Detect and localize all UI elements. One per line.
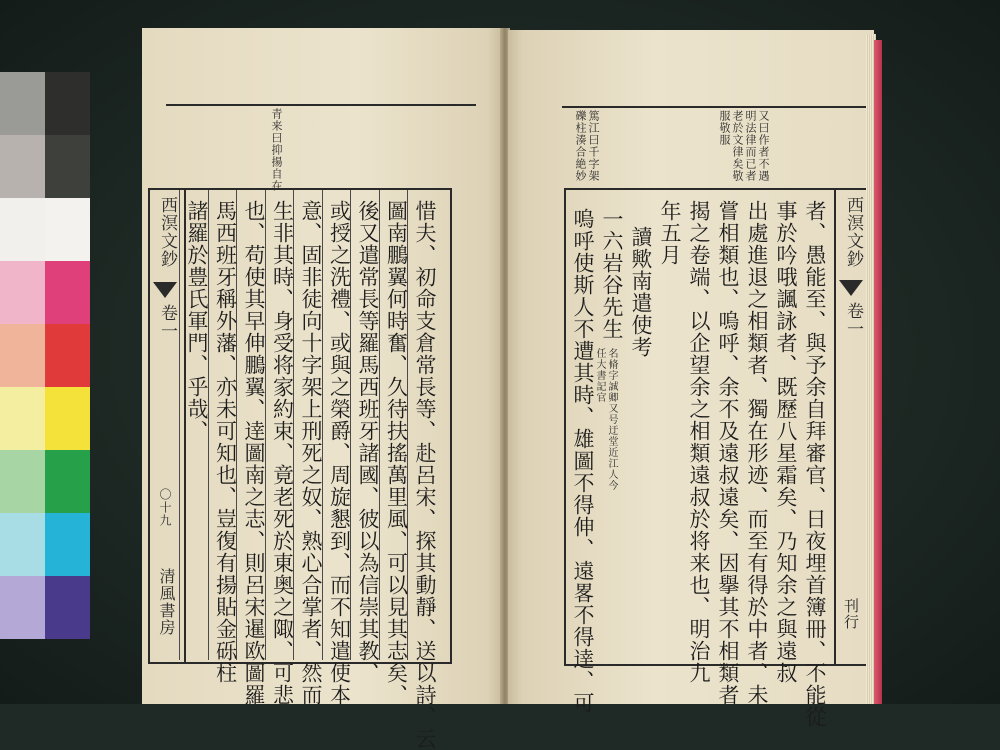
author-note: 名脩字誠卿又号迂堂近江人今任大書記官 (594, 348, 617, 491)
color-swatch (0, 513, 45, 576)
header-note-1: 又曰作者不遇明法律而已者老於文律矣敬服敬服 (718, 110, 770, 182)
header-note: 青来曰抑揚自在 (270, 108, 283, 192)
header-top-rule (166, 104, 476, 106)
spine-title: 西溟文鈔 (157, 196, 177, 268)
color-swatch (0, 450, 45, 513)
text-column: 生非其時、身受将家約束、竟老死於東奥之陬、可悲 (270, 200, 295, 706)
text-column: 揭之卷端、以企望余之相類遠叔於将来也、明治九 (687, 200, 711, 684)
text-column: 事於吟哦諷詠者、既歷八星霜矣、乃知余之與遠叔 (774, 200, 798, 684)
text-column: 年五月 (658, 200, 682, 266)
section-title: 讀歟南遣使考 (629, 226, 653, 358)
color-swatch (45, 324, 90, 387)
spine-volume: 卷一 (157, 304, 177, 340)
color-swatch (45, 261, 90, 324)
color-swatch (45, 450, 90, 513)
color-swatch (0, 135, 45, 198)
header-top-rule-right (562, 106, 868, 108)
color-swatch (45, 576, 90, 639)
right-page (508, 30, 874, 728)
page-number: 〇十九 (158, 488, 172, 527)
text-column: 者、愚能至、與予余自拜審官、日夜埋首簿冊、不能從 (803, 200, 827, 728)
color-swatch (0, 261, 45, 324)
text-column: 嗚呼使斯人不遭其時、雄圖不得伸、遠畧不得逹、可 (571, 208, 595, 714)
color-swatch (0, 387, 45, 450)
color-swatch (0, 72, 45, 135)
text-column: 惜夫、初命支倉常長等、赴呂宋、探其動靜、送以詩、云 (413, 200, 437, 750)
header-note-2: 篤江曰千字架礫柱湊合絶妙 (574, 110, 600, 182)
color-calibration-strip (0, 72, 90, 704)
text-column: 也、苟使其早伸鵬翼、逹圖南之志、則呂宋暹欧圖羅 (242, 200, 266, 706)
text-column: 後又遣常長等羅馬西班牙諸國、彼以為信崇其教、 (356, 200, 380, 684)
column-rule (179, 190, 180, 660)
right-fish-tail-mark (839, 280, 863, 296)
edge-label: 刊行 (842, 598, 860, 630)
text-column: 意、固非徒向十字架上刑死之奴、熟心合掌者、然而 (299, 200, 323, 706)
right-spine-volume: 卷一 (843, 302, 863, 338)
text-column: 馬西班牙稱外藩、亦未可知也、豈復有揚貼金砾柱 (213, 200, 238, 684)
color-swatch (45, 387, 90, 450)
text-column: 諸羅於豊氏軍門、乎哉、 (185, 200, 209, 442)
author-name: 一六岩谷先生 (600, 208, 624, 340)
right-spine-title: 西溟文鈔 (843, 196, 863, 268)
text-column: 或授之洗禮、或與之榮爵、周旋懇到、而不知遣使本 (327, 200, 352, 706)
color-swatch (0, 324, 45, 387)
color-swatch (0, 576, 45, 639)
text-column: 圖南鵬翼何時奮、久待扶搖萬里風、可以見其志矣、 (384, 200, 409, 706)
fish-tail-mark (153, 282, 177, 298)
text-column: 出處進退之相類者、獨在形迹、而至有得於中者、未 (745, 200, 769, 706)
red-page-edge (874, 40, 882, 704)
publisher-name: 清風書房 (157, 568, 176, 636)
left-page (142, 28, 502, 750)
text-column: 嘗相類也、嗚呼、余不及遠叔遠矣、因擧其不相類者 (716, 200, 740, 706)
color-swatch (45, 198, 90, 261)
color-swatch (0, 198, 45, 261)
color-swatch (45, 72, 90, 135)
color-swatch (45, 513, 90, 576)
color-swatch (45, 135, 90, 198)
